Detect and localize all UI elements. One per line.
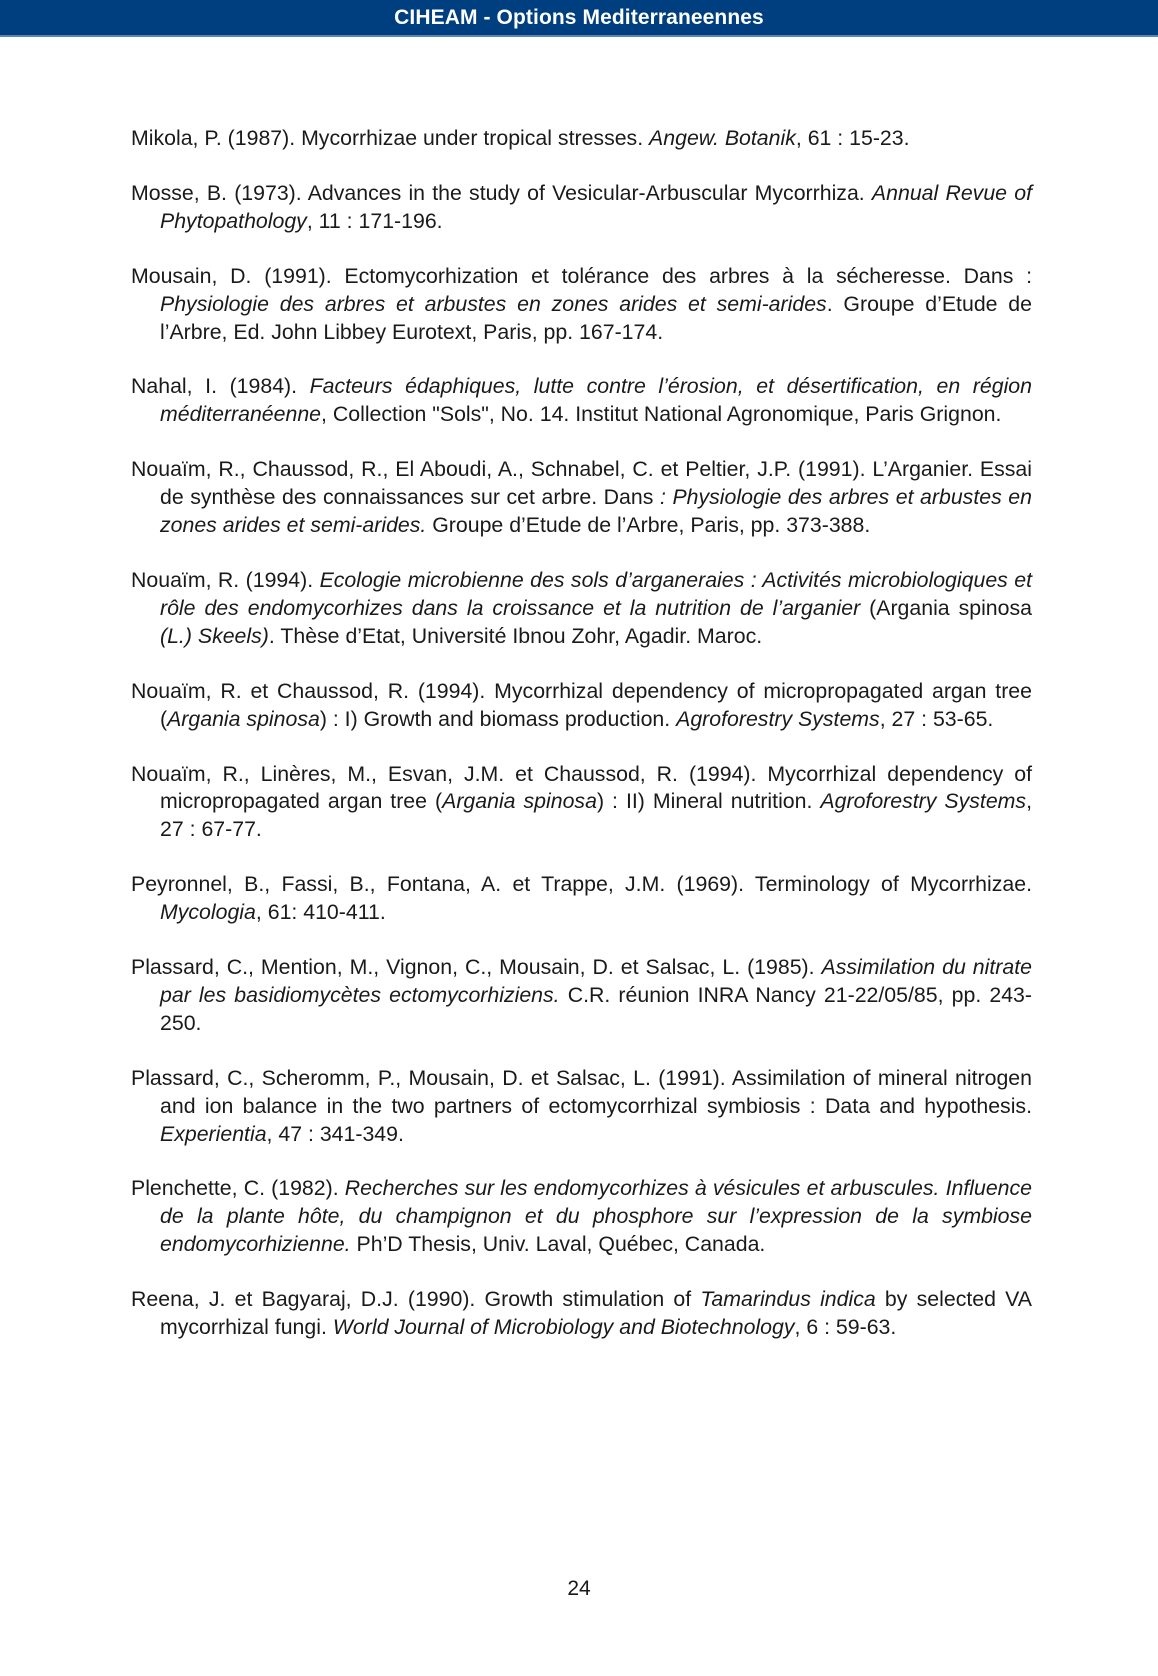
reference-text: Ph’D Thesis, Univ. Laval, Québec, Canada. xyxy=(350,1232,766,1257)
reference-entry xyxy=(131,1175,1032,1259)
reference-entry xyxy=(131,456,1032,540)
reference-text: , 47 : 341-349. xyxy=(266,1121,404,1146)
reference-text: , 61 : 15-23. xyxy=(795,126,910,150)
reference-text: Nouaïm, R. et Chaussod, R. (1994). Mycorrhizal dependency of micropropagated argan tree ( xyxy=(131,678,1032,731)
reference-text: Peyronnel, B., Fassi, B., Fontana, A. et Trappe, J.M. (1969). Terminology of Mycorrhizae. xyxy=(131,872,1032,897)
reference-entry xyxy=(131,678,1032,734)
reference-italic-text: Ecologie microbienne des sols d’arganeraies : Activités microbiologiques et rôle des endomycorhizes dans la croissance et la nutrition de l’arganier xyxy=(160,567,1033,620)
reference-text: , 6 : 59-63. xyxy=(794,1315,897,1340)
reference-text: Mousain, D. (1991). Ectomycorhization et tolérance des arbres à la sécheresse. Dans : xyxy=(131,263,1032,288)
reference-italic-text: Argania spinosa xyxy=(167,706,320,731)
reference-italic-text: Argania spinosa xyxy=(442,789,597,814)
reference-italic-text: (L.) Skeels) xyxy=(160,623,269,648)
reference-italic-text: Physiologie des arbres et arbustes en zones arides et semi-arides xyxy=(160,291,827,316)
reference-entry xyxy=(131,125,1032,153)
reference-list xyxy=(131,125,1032,1369)
reference-italic-text: Agroforestry Systems xyxy=(676,706,880,731)
reference-italic-text: Mycologia xyxy=(160,900,256,925)
reference-entry xyxy=(131,373,1032,429)
reference-italic-text: Recherches sur les endomycorhizes à vésicules et arbuscules. Influence de la plante hôte, du champignon et du phosphore sur l’expression de la symbiose endomycorhizienne. xyxy=(160,1176,1033,1257)
reference-text: Plenchette, C. (1982). xyxy=(131,1176,345,1201)
reference-entry xyxy=(131,567,1032,651)
reference-text: Plassard, C., Mention, M., Vignon, C., Mousain, D. et Salsac, L. (1985). xyxy=(131,955,822,980)
reference-text: Mosse, B. (1973). Advances in the study of Vesicular-Arbuscular Mycorrhiza. xyxy=(131,180,872,205)
reference-text: ) : II) Mineral nutrition. xyxy=(596,789,821,814)
reference-italic-text: Agroforestry Systems xyxy=(820,789,1027,814)
reference-text: (Argania spinosa xyxy=(860,595,1032,620)
reference-text: Nouaïm, R. (1994). xyxy=(131,567,320,592)
reference-entry xyxy=(131,761,1032,845)
reference-italic-text: Annual Revue of Phytopathology xyxy=(160,180,1032,233)
reference-text: Nouaïm, R., Chaussod, R., El Aboudi, A., Schnabel, C. et Peltier, J.P. (1991). L’Arganier. Essai de synthèse des connaissances sur cet arbre. Dans xyxy=(131,457,1032,510)
reference-text: , 27 : 53-65. xyxy=(879,706,994,731)
reference-entry xyxy=(131,871,1032,927)
reference-italic-text: World Journal of Microbiology and Biotechnology xyxy=(332,1315,795,1340)
reference-entry xyxy=(131,263,1032,347)
reference-entry xyxy=(131,1286,1032,1342)
reference-text: C.R. réunion INRA Nancy 21-22/05/85, pp. 243-250. xyxy=(160,982,1032,1035)
reference-entry xyxy=(131,180,1032,236)
reference-italic-text: Assimilation du nitrate par les basidiomycètes ectomycorhiziens. xyxy=(160,955,1032,1007)
reference-entry xyxy=(131,954,1032,1038)
reference-italic-text: Experientia xyxy=(160,1121,267,1146)
reference-text: , 11 : 171-196. xyxy=(306,208,443,233)
reference-text: Nahal, I. (1984). xyxy=(131,374,310,399)
reference-entry xyxy=(131,1065,1032,1149)
reference-text: Plassard, C., Scheromm, P., Mousain, D. et Salsac, L. (1991). Assimilation of mineral nitrogen and ion balance in the two partners of ectomycorrhizal symbiosis : Data and hypothesis. xyxy=(131,1065,1032,1118)
reference-text: Nouaïm, R., Linères, M., Esvan, J.M. et Chaussod, R. (1994). Mycorrhizal dependency of micropropagated argan tree ( xyxy=(131,761,1032,814)
reference-text: Reena, J. et Bagyaraj, D.J. (1990). Growth stimulation of xyxy=(131,1287,701,1312)
reference-italic-text: : Physiologie des arbres et arbustes en zones arides et semi-arides. xyxy=(160,485,1032,538)
reference-italic-text: Facteurs édaphiques, lutte contre l’érosion, et désertification, en région méditerranéenne xyxy=(160,374,1032,427)
reference-text: . Groupe d’Etude de l’Arbre, Ed. John Libbey Eurotext, Paris, pp. 167-174. xyxy=(160,291,1033,344)
reference-text: , Collection "Sols", No. 14. Institut National Agronomique, Paris Grignon. xyxy=(321,402,1002,427)
reference-text: ) : I) Growth and biomass production. xyxy=(319,706,677,731)
reference-text: Mikola, P. (1987). Mycorrhizae under tropical stresses. xyxy=(131,126,650,150)
reference-text: Groupe d’Etude de l’Arbre, Paris, pp. 373-388. xyxy=(426,513,871,538)
reference-text: by selected VA mycorrhizal fungi. xyxy=(160,1287,1032,1340)
header-bar xyxy=(0,0,1158,37)
reference-italic-text: Tamarindus indica xyxy=(700,1287,876,1312)
page-number: 24 xyxy=(567,1577,591,1600)
reference-text: . Thèse d’Etat, Université Ibnou Zohr, Agadir. Maroc. xyxy=(268,623,763,648)
header-title: CIHEAM - Options Mediterraneennes xyxy=(394,5,764,29)
reference-text: , 61: 410-411. xyxy=(255,900,386,925)
reference-text: , 27 : 67-77. xyxy=(160,789,1032,842)
reference-italic-text: Angew. Botanik xyxy=(649,126,796,150)
